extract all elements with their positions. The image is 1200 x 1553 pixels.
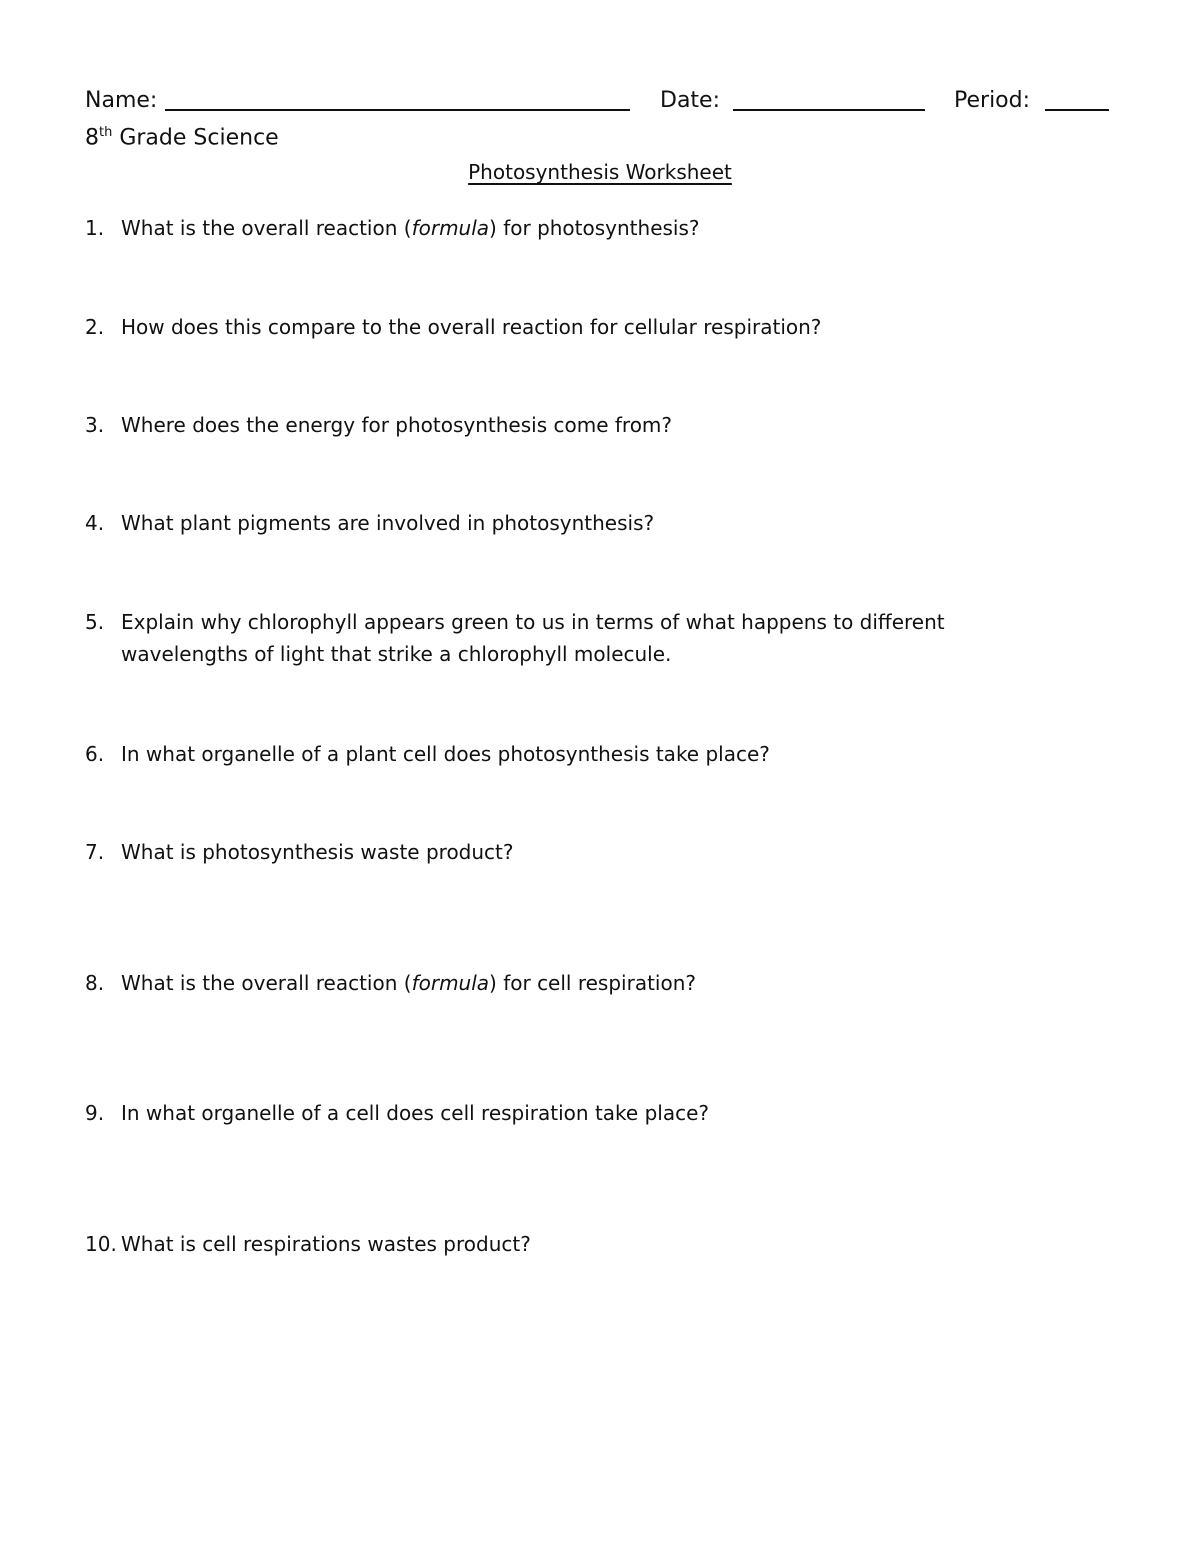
course-grade: 8 [85,125,99,151]
question-5 [85,606,1035,670]
question-number: 8. [85,971,105,995]
question-3 [85,409,1035,441]
question-number: 7. [85,840,105,864]
date-blank-line[interactable] [733,109,925,111]
question-text: Where does the energy for photosynthesis come from? [121,413,673,437]
question-text: What is photosynthesis waste product? [121,840,514,864]
course-label [85,125,279,150]
question-2 [85,311,1035,343]
worksheet-title-text: Photosynthesis Worksheet [468,160,732,184]
course-grade-suffix: th [99,125,113,140]
question-text: In what organelle of a cell does cell respiration take place? [121,1101,709,1125]
question-text: What plant pigments are involved in photosynthesis? [121,511,655,535]
question-7 [85,836,1035,868]
question-text: In what organelle of a plant cell does photosynthesis take place? [121,742,770,766]
question-6 [85,738,1035,770]
question-8 [85,967,1035,999]
question-text: How does this compare to the overall reaction for cellular respiration? [121,315,822,339]
name-label: Name: [85,88,158,113]
period-field[interactable] [954,88,1030,113]
name-field[interactable] [85,88,157,113]
question-number: 4. [85,511,105,535]
date-label: Date: [660,88,720,113]
question-9 [85,1097,1035,1129]
student-info-row [85,88,1115,120]
formula-italic: formula [411,216,490,240]
question-4 [85,507,1035,539]
question-1 [85,212,1035,244]
question-text: What is the overall reaction (formula) for photosynthesis? [121,216,700,240]
period-label: Period: [954,88,1031,113]
formula-italic: formula [411,971,490,995]
name-blank-line[interactable] [165,109,630,111]
question-number: 9. [85,1101,105,1125]
question-number: 2. [85,315,105,339]
question-text: Explain why chlorophyll appears green to us in terms of what happens to different wavelengths of light that strike a chlorophyll molecule. [121,610,945,666]
question-number: 3. [85,413,105,437]
date-field[interactable] [660,88,720,113]
period-blank-line[interactable] [1045,109,1109,111]
course-subject: Grade Science [119,125,279,151]
worksheet-title [0,160,1200,184]
question-number: 6. [85,742,105,766]
question-number: 10. [85,1232,117,1256]
question-number: 5. [85,610,105,634]
question-number: 1. [85,216,105,240]
question-text: What is cell respirations wastes product? [121,1232,531,1256]
question-10 [85,1228,1035,1260]
question-text: What is the overall reaction (formula) for cell respiration? [121,971,696,995]
